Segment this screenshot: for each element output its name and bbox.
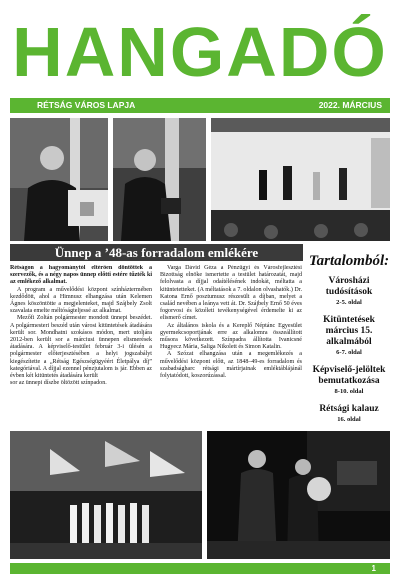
footer-bar bbox=[10, 563, 390, 574]
photo-wreath-laying bbox=[207, 431, 390, 559]
article-paragraph: A program a művelődési központ színháztermében kezdődött, ahol a Himnusz elhangzása után Kelemen Ágnes köszöntötte a megjelenteket, majd Szájbely Zsolt szavalata emelte méltóságteljessé az alkalmat. bbox=[10, 286, 152, 315]
toc-item[interactable] bbox=[308, 276, 390, 307]
newspaper-subtitle: RÉTSÁG VÁROS LAPJA bbox=[37, 100, 136, 110]
photo-children-performance bbox=[10, 431, 202, 559]
page-number: 1 bbox=[371, 564, 376, 573]
article-body bbox=[10, 265, 302, 430]
toc-item-pages: 16. oldal bbox=[337, 416, 361, 423]
article-paragraph: A Szózat elhangzása után a megemlékezés a művelődési központ előtt, az 1848–49-es forradalom és szabadságharc rétsági mártírjainak emléktáblájánál folytatódott, koszorúzással. bbox=[160, 351, 302, 380]
table-of-contents bbox=[308, 243, 390, 428]
article-headline: Ünnep a ’48-as forradalom emlékére bbox=[10, 244, 303, 261]
toc-item-heading: Rétsági kalauz bbox=[319, 404, 379, 414]
masthead bbox=[10, 6, 390, 114]
toc-item-pages: 6-7. oldal bbox=[336, 349, 362, 356]
toc-item[interactable] bbox=[308, 404, 390, 424]
newspaper-title: HANGADÓ bbox=[12, 13, 388, 91]
photo-speaker-mayor bbox=[10, 118, 108, 241]
toc-item-heading: Kitüntetések március 15. alkalmából bbox=[323, 315, 375, 347]
toc-item[interactable] bbox=[308, 365, 390, 396]
photo-speaker-presenter bbox=[113, 118, 206, 241]
toc-item[interactable] bbox=[308, 315, 390, 357]
article-lead: Rétságon a hagyománytól eltérően döntöttek a szervezők, és a négy napos ünnep előtti estére tűzték ki az emlékező alkalmat. bbox=[10, 265, 152, 286]
article-paragraph: Az általános iskola és a Kereplő Néptánc Egyesület gyermekcsoportjának erre az alkalomra összeállított műsora következett. Színpadra állította Ivanicsné Hugyecz Mária, Saliga Nikolett és Simon Katalin. bbox=[160, 322, 302, 351]
toc-item-heading: Városházi tudósítások bbox=[325, 276, 373, 297]
article-paragraph: Mezőfi Zoltán polgármester mondott ünnepi beszédet. A polgármesteri beszéd után városi kitüntetések átadására került sor. Mondhatni szokásos módon, mert utoljára 2012-ben került sor a márciusi ünnepen elismerések átadására. A képviselő-testület február 3-i ülésén a polgármester előterjesztésében a helyi jogszabályt kiegészítette a „Rétság Egészségügyéért Életpálya díj” kategóriával. A díjjal ezennel pénzjutalom is jár. Ebben az évben két kitüntetés átadására került bbox=[10, 315, 152, 380]
article-paragraph: Varga Dávid Géza a Pénzügyi és Városfejlesztési Bizottság elnöke ismertette a testület határozatát, majd felolvasta a díjjal odaítélésének indokát, méltatta a kitüntetetteket. (A méltatások a 7. oldalon olvashatók.) Dr. Katona Ernő posztumusz részesült a díjban, melyet a család nevében a leánya vett át. Dr. Szájbely Ernő 50 éves fogorvosi és közéleti tevékenységével érdemelte ki az elismerő címet. bbox=[160, 265, 302, 322]
masthead-bar bbox=[10, 98, 390, 113]
photo-stage-ceremony bbox=[211, 118, 390, 241]
toc-item-pages: 2-5. oldal bbox=[336, 299, 362, 306]
issue-date: 2022. MÁRCIUS bbox=[318, 100, 382, 110]
toc-item-pages: 8-10. oldal bbox=[334, 388, 364, 395]
article-paragraph: sor az ünnepi díszbe öltözött színpadon. bbox=[10, 380, 107, 387]
toc-item-heading: Képviselő-jelöltek bemutatkozása bbox=[312, 365, 386, 386]
toc-title: Tartalomból: bbox=[308, 253, 390, 269]
